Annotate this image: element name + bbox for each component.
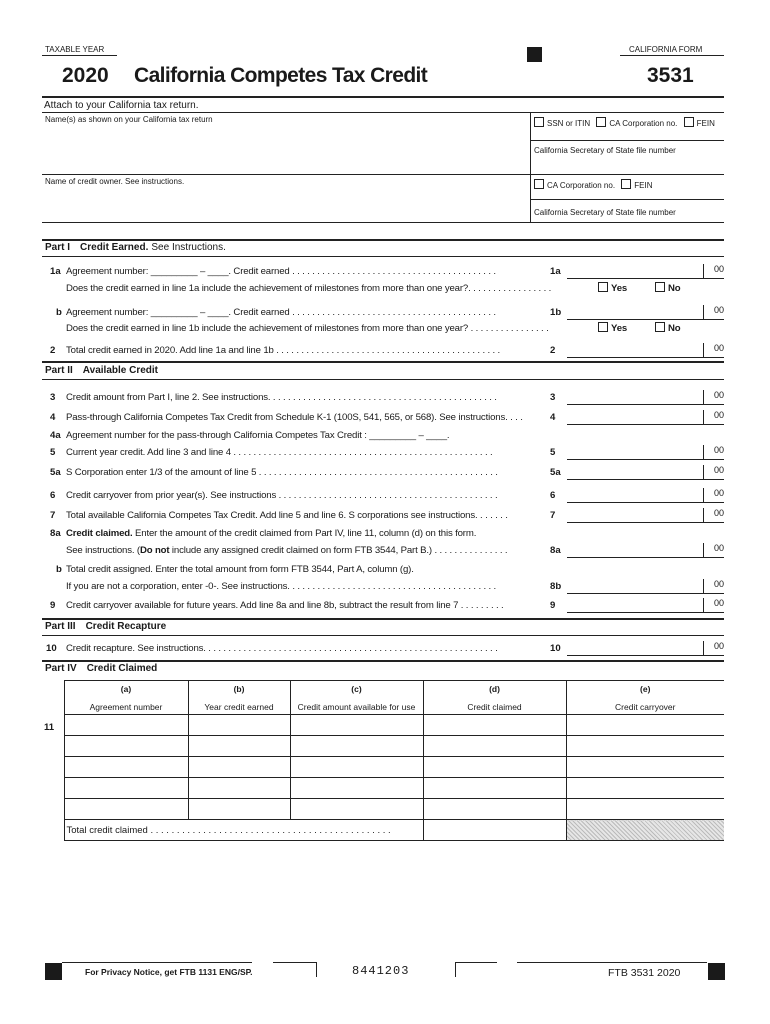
ca-corp-checkbox[interactable]	[596, 117, 606, 127]
line-2-amount[interactable]: 00	[567, 343, 724, 358]
taxable-year-label: TAXABLE YEAR	[45, 45, 105, 54]
line-1a-amount[interactable]: 00	[567, 264, 724, 279]
line-8b: Total credit assigned. Enter the total amount from form FTB 3544, Part A, column (g).	[66, 564, 414, 575]
col-b-header: (b) Year credit earned	[188, 681, 290, 715]
line-8b-amount[interactable]: 00	[567, 579, 724, 594]
fein-checkbox[interactable]	[684, 117, 694, 127]
line-1a: Agreement number: _________ – ____. Credit earned . . . . . . . . . . . . . . . . . . . . . . . . . . . . . . . . . . . . . . . . .	[66, 266, 496, 277]
line-5a-amount[interactable]: 00	[567, 465, 724, 480]
col-c-header: (c) Credit amount available for use	[290, 681, 423, 715]
names-label: Name(s) as shown on your California tax return	[45, 115, 213, 124]
owner-sos-label: California Secretary of State file number	[534, 208, 676, 217]
line-5: Current year credit. Add line 3 and line 4 . . . . . . . . . . . . . . . . . . . . . . . . . . . . . . . . . . . . . . . . . . . . . . . . . . . .	[66, 447, 493, 458]
sos-label: California Secretary of State file number	[534, 146, 676, 155]
line-4a: Agreement number for the pass-through California Competes Tax Credit : _________ – ____.	[66, 430, 450, 441]
col-e-header: (e) Credit carryover	[566, 681, 724, 715]
line-1a-question: Does the credit earned in line 1a include the achievement of milestones from more than one year?. . . . . . . . . . . . . . . . .	[66, 283, 552, 294]
id-type-options: SSN or ITIN CA Corporation no. FEIN	[534, 117, 715, 128]
line-1a-yes[interactable]: Yes	[598, 282, 627, 294]
line-3: Credit amount from Part I, line 2. See instructions. . . . . . . . . . . . . . . . . . . . . . . . . . . . . . . . . . . . . . . . . . . . . .	[66, 392, 497, 403]
owner-ca-corp-checkbox[interactable]	[534, 179, 544, 189]
line-9: Credit carryover available for future years. Add line 8a and line 8b, subtract the result from line 7 . . . . . . . . .	[66, 600, 504, 611]
form-id: FTB 3531 2020	[608, 967, 681, 979]
table-row	[42, 715, 724, 736]
owner-id-type-options: CA Corporation no. FEIN	[534, 179, 653, 190]
line-10-amount[interactable]: 00	[567, 641, 724, 656]
credit-claimed-table	[42, 680, 724, 841]
part4-header: Part IV Credit Claimed	[45, 663, 158, 674]
total-credit-claimed-amount[interactable]	[423, 820, 566, 841]
california-form-label: CALIFORNIA FORM	[629, 45, 703, 54]
form-title: California Competes Tax Credit	[134, 64, 428, 87]
line-1b: Agreement number: _________ – ____. Credit earned . . . . . . . . . . . . . . . . . . . . . . . . . . . . . . . . . . . . . . . . .	[66, 307, 496, 318]
line-6: Credit carryover from prior year(s). See instructions . . . . . . . . . . . . . . . . . . . . . . . . . . . . . . . . . . . . . . . . . . . .	[66, 490, 498, 501]
privacy-notice: For Privacy Notice, get FTB 1131 ENG/SP.	[85, 967, 253, 977]
part2-header: Part II Available Credit	[45, 365, 159, 376]
registration-mark	[45, 963, 62, 980]
col-a-header: (a) Agreement number	[64, 681, 188, 715]
line-7-amount[interactable]: 00	[567, 508, 724, 523]
line-3-amount[interactable]: 00	[567, 390, 724, 405]
line-8b-cont: If you are not a corporation, enter -0-. See instructions. . . . . . . . . . . . . . . . . . . . . . . . . . . . . . . . . . . . . . . . . .	[66, 581, 497, 592]
line-8a: Credit claimed. Enter the amount of the credit claimed from Part IV, line 11, column (d) on this form.	[66, 528, 477, 539]
shaded-cell	[566, 820, 724, 841]
total-row	[42, 820, 724, 841]
line-1a-no[interactable]: No	[655, 282, 681, 294]
registration-mark	[527, 47, 542, 62]
line-4: Pass-through California Competes Tax Credit from Schedule K-1 (100S, 541, 565, or 568). See instructions. . . .	[66, 412, 523, 423]
part1-header: Part I Credit Earned. See Instructions.	[45, 242, 226, 253]
line-1b-no[interactable]: No	[655, 322, 681, 334]
table-row	[42, 778, 724, 799]
table-row	[42, 736, 724, 757]
line-6-amount[interactable]: 00	[567, 488, 724, 503]
line-4-amount[interactable]: 00	[567, 410, 724, 425]
registration-mark	[708, 963, 725, 980]
table-row	[42, 799, 724, 820]
form-number: 3531	[647, 64, 694, 87]
form-code: 8441203	[352, 964, 410, 978]
tax-year: 2020	[62, 64, 109, 87]
line-1b-question: Does the credit earned in line 1b include the achievement of milestones from more than one year? . . . . . . . . . . . . . . . .	[66, 323, 549, 334]
ssn-checkbox[interactable]	[534, 117, 544, 127]
owner-label: Name of credit owner. See instructions.	[45, 177, 185, 186]
owner-fein-checkbox[interactable]	[621, 179, 631, 189]
line-2: Total credit earned in 2020. Add line 1a and line 1b . . . . . . . . . . . . . . . . . . . . . . . . . . . . . . . . . . . . . . . . . . . . .	[66, 345, 501, 356]
line-10: Credit recapture. See instructions. . . . . . . . . . . . . . . . . . . . . . . . . . . . . . . . . . . . . . . . . . . . . . . . . . . . . . . . . . .	[66, 643, 498, 654]
line-8a-amount[interactable]: 00	[567, 543, 724, 558]
line-5a: S Corporation enter 1/3 of the amount of line 5 . . . . . . . . . . . . . . . . . . . . . . . . . . . . . . . . . . . . . . . . . . . . . . . .	[66, 467, 498, 478]
line-1b-yes[interactable]: Yes	[598, 322, 627, 334]
line-5-amount[interactable]: 00	[567, 445, 724, 460]
line-7: Total available California Competes Tax Credit. Add line 5 and line 6. S corporations see instructions. . . . . . .	[66, 510, 508, 521]
table-row	[42, 757, 724, 778]
total-credit-claimed-label: Total credit claimed . . . . . . . . . . . . . . . . . . . . . . . . . . . . . . . . . . . . . . . . . . . . . .	[64, 820, 423, 841]
attach-instruction: Attach to your California tax return.	[44, 100, 199, 111]
line-8a-cont: See instructions. (Do not include any assigned credit claimed on form FTB 3544, Part B.) . . . . . . . . . . . . . . .	[66, 545, 508, 556]
col-d-header: (d) Credit claimed	[423, 681, 566, 715]
line-1b-amount[interactable]: 00	[567, 305, 724, 320]
part3-header: Part III Credit Recapture	[45, 621, 167, 632]
line-9-amount[interactable]: 00	[567, 598, 724, 613]
